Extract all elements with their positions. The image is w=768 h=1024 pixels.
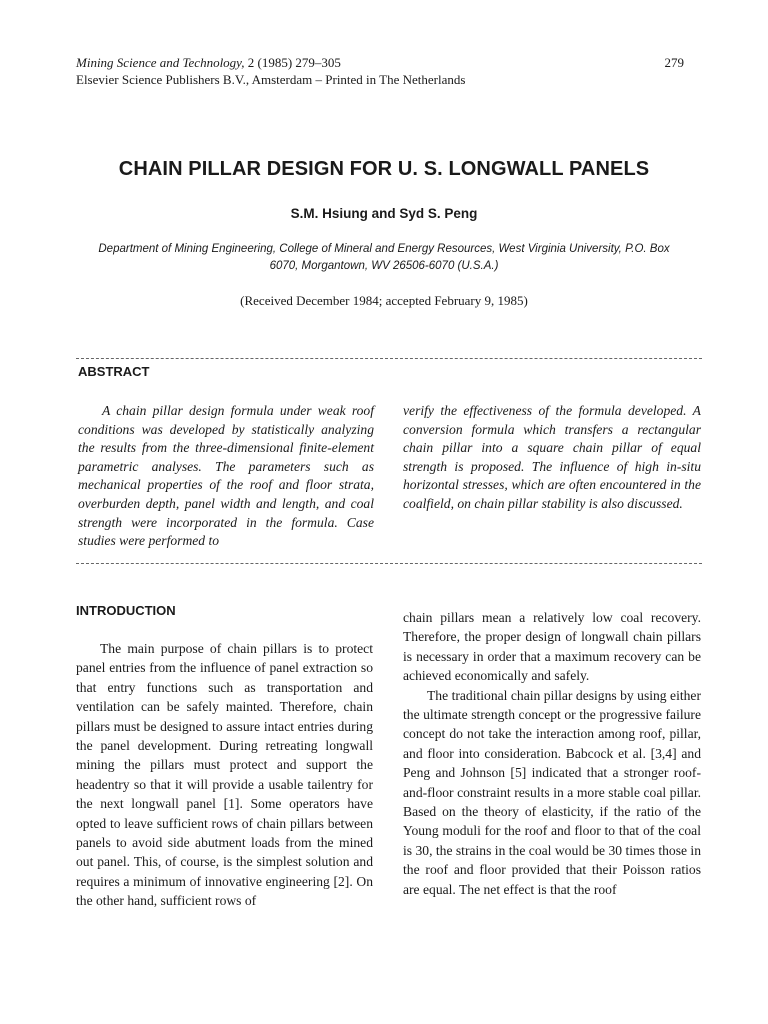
received-dates: (Received December 1984; accepted February 9, 1985) [240,293,528,308]
page-number: 279 [664,55,684,70]
introduction-paragraph: The traditional chain pillar designs by using either the ultimate strength concept or the progressive failure concept do not take the interaction among roof, pillar, and floor into consideration. Babcock et al. [3,4] and Peng and Johnson [5] indicated that a stronger roof-and-floor constraint results in a more stable coal pillar. Based on the theory of elasticity, if the ratio of the Young moduli for the roof and floor to that of the coal is 30, the strains in the coal would be 30 times those in the roof and floor provided that their Poisson ratios are equal. The net effect is that the roof [403,687,701,897]
journal-citation [76,55,341,71]
introduction-paragraph: chain pillars mean a relatively low coal recovery. Therefore, the proper design of longwall chain pillars is necessary in order that a maximum recovery can be achieved economically and safely. [403,610,701,684]
introduction-heading: INTRODUCTION [76,603,176,618]
introduction-text-right [403,608,701,899]
journal-name: Mining Science and Technology, [76,55,245,70]
abstract-text-left: A chain pillar design formula under weak roof conditions was developed by statistically analyzing the results from the three-dimensional finite-element parametric analyses. The parameters such as mechanical properties of the roof and floor strata, overburden depth, panel width and length, and coal strength were incorporated in the formula. Case studies were performed to [78,403,374,549]
abstract-top-divider [76,358,702,359]
journal-volume: 2 (1985) 279–305 [244,55,341,70]
publisher-line: Elsevier Science Publishers B.V., Amsterdam – Printed in The Netherlands [76,72,466,87]
article-title: CHAIN PILLAR DESIGN FOR U. S. LONGWALL PANELS [118,158,650,180]
article-authors: S.M. Hsiung and Syd S. Peng [290,206,478,221]
abstract-heading: ABSTRACT [78,364,150,379]
abstract-text-right: verify the effectiveness of the formula developed. A conversion formula which transfers a rectangular chain pillar into a square chain pillar of equal strength is proposed. The influence of high in-situ horizontal stresses, which are often encountered in the coalfield, on chain pillar stability is also discussed. [403,403,701,511]
introduction-text-left: The main purpose of chain pillars is to protect panel entries from the influence of panel extraction so that entry functions such as transportation and ventilation can be safely mainted. Therefore, chain pillars must be designed to assure intact entries during the panel development. During retreating longwall mining the pillars must protect and support the headentry so that it will provide a usable tailentry for the next longwall panel [1]. Some operators have opted to leave sufficient rows of chain pillars between panels to avoid side abutment loads from the mined out panel. This, of course, is the simplest solution and requires a minimum of innovative engineering [2]. On the other hand, sufficient rows of [76,641,373,909]
author-affiliation: Department of Mining Engineering, College of Mineral and Energy Resources, West Virginia University, P.O. Box 6070, Morgantown, WV 26506-6070 (U.S.A.) [98,243,670,272]
abstract-bottom-divider [76,563,702,564]
